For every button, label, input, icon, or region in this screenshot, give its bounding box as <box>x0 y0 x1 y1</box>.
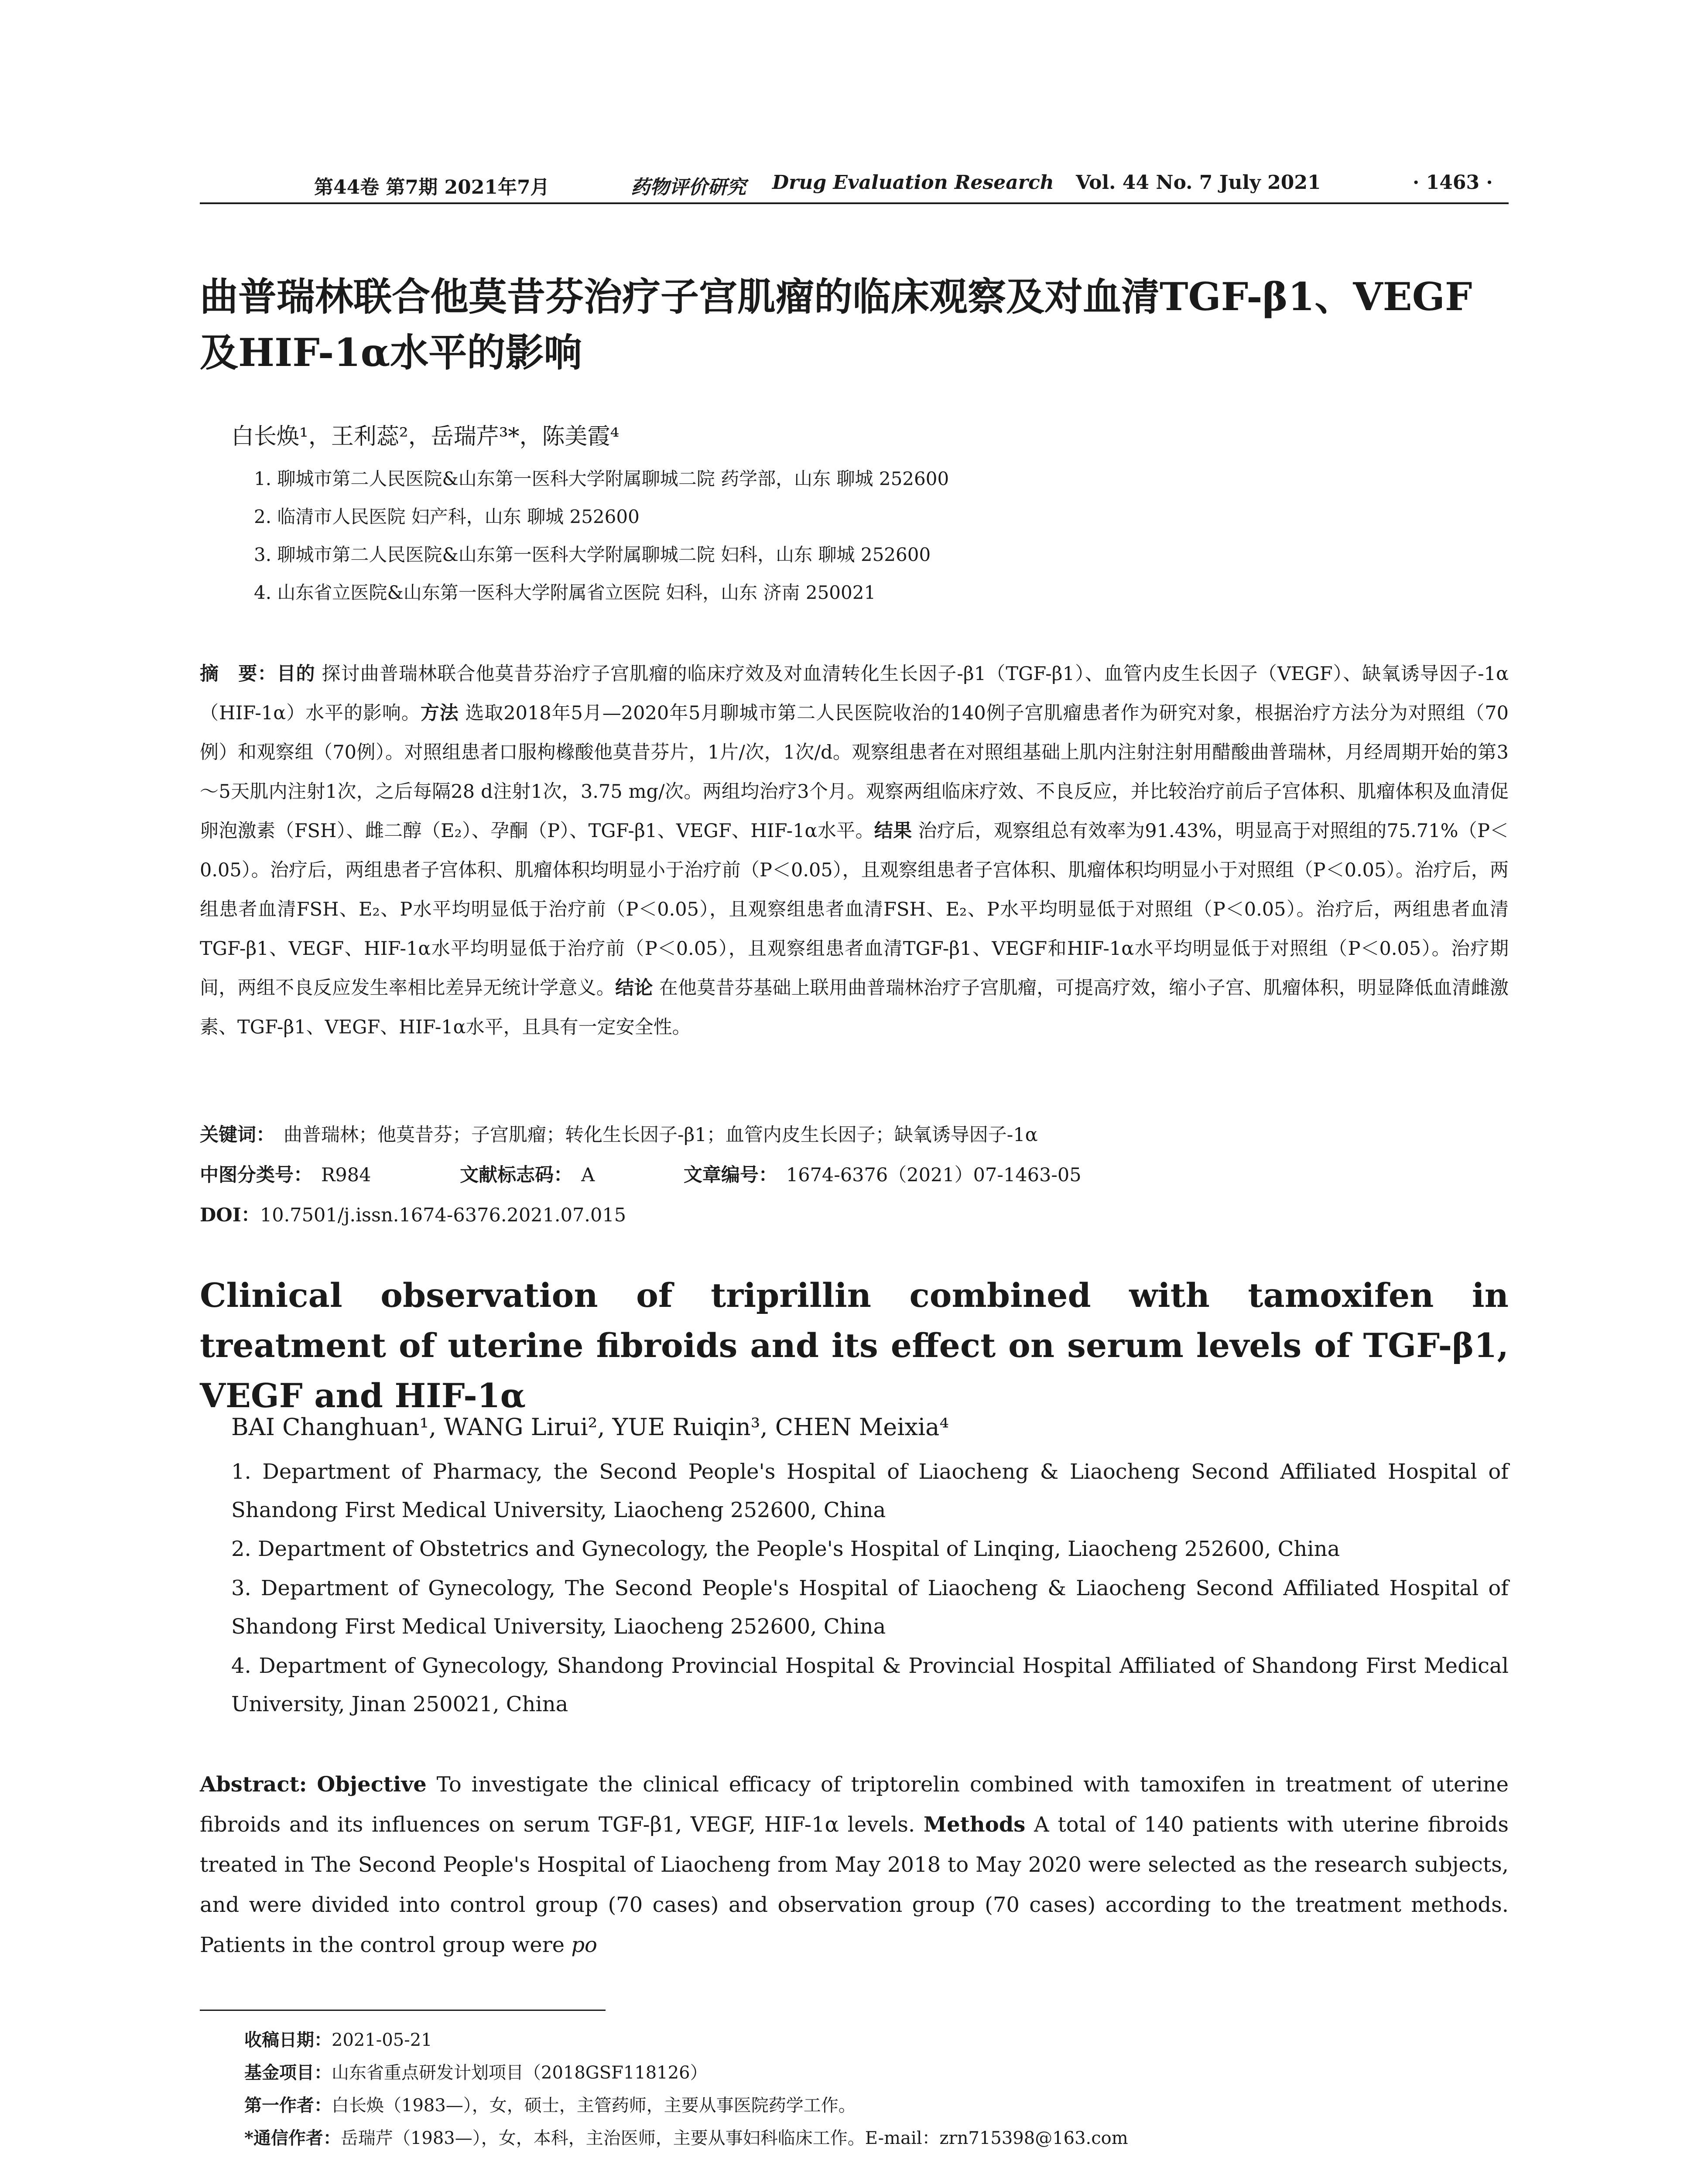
doc-code-label: 文献标志码： <box>460 1164 573 1186</box>
objective-en-text: To investigate the clinical efficacy of triptorelin combined with tamoxifen in treatment of uterine fibroids and its influences on serum TGF-β1, VEGF, HIF-1α levels. <box>200 1772 1509 1837</box>
affiliation-en-3: 3. Department of Gynecology, The Second People's Hospital of Liaocheng & Liaocheng Second Affiliated Hospital of Shandong First Medical University, Liaocheng 252600, China <box>231 1576 1509 1639</box>
methods-cn-text: 选取2018年5月—2020年5月聊城市第二人民医院收治的140例子宫肌瘤患者作为研究对象，根据治疗方法分为对照组（70例）和观察组（70例）。对照组患者口服枸橼酸他莫昔芬片，1片/次，1次/d。观察组患者在对照组基础上肌内注射注射用醋酸曲普瑞林，月经周期开始的第3～5天肌内注射1次，之后每隔28 d注射1次，3.75 mg/次。两组均治疗3个月。观察两组临床疗效、不良反应，并比较治疗前后子宫体积、肌瘤体积及血清促卵泡激素（FSH）、雌二醇（E₂）、孕酮（P）、TGF-β1、VEGF、HIF-1α水平。 <box>200 702 1509 842</box>
objective-en-label: Objective <box>317 1772 427 1797</box>
doi-line <box>200 1200 626 1227</box>
affiliation-cn-4: 4. 山东省立医院&山东第一医科大学附属省立医院 妇科，山东 济南 250021 <box>254 582 876 603</box>
methods-en-text: A total of 140 patients with uterine fibroids treated in The Second People's Hospital of Liaocheng from May 2018 to May 2020 were selected as the research subjects, and were divided into control group (70 cases) and observation group (70 cases) according to the treatment methods. Patients in the control group were <box>200 1812 1509 1957</box>
objective-cn-label: 目的 <box>277 663 315 685</box>
affiliation-cn-3: 3. 聊城市第二人民医院&山东第一医科大学附属聊城二院 妇科，山东 聊城 252600 <box>254 544 931 565</box>
footnote-first-author <box>244 2092 856 2116</box>
affiliation-cn-2: 2. 临清市人民医院 妇产科，山东 聊城 252600 <box>254 506 640 527</box>
footnote-rule <box>200 2010 606 2011</box>
results-cn-label: 结果 <box>874 820 912 842</box>
footnote-first-author-label: 第一作者： <box>244 2095 332 2116</box>
doi-value: 10.7501/j.issn.1674-6376.2021.07.015 <box>260 1204 626 1226</box>
conclusion-cn-label: 结论 <box>615 977 653 999</box>
clc-label: 中图分类号： <box>200 1164 312 1186</box>
conclusion-cn-text: 在他莫昔芬基础上联用曲普瑞林治疗子宫肌瘤，可提高疗效，缩小子宫、肌瘤体积，明显降低血清雌激素、TGF-β1、VEGF、HIF-1α水平，且具有一定安全性。 <box>200 977 1509 1038</box>
keywords-cn <box>200 1120 1038 1147</box>
methods-en-trailing: po <box>571 1933 597 1957</box>
title-cn-line2: 及HIF-1α水平的影响 <box>200 330 582 375</box>
footnote-received <box>244 2026 432 2051</box>
keywords-cn-value: 曲普瑞林；他莫昔芬；子宫肌瘤；转化生长因子-β1；血管内皮生长因子；缺氧诱导因子-1α <box>284 1124 1038 1146</box>
title-cn-line1: 曲普瑞林联合他莫昔芬治疗子宫肌瘤的临床观察及对血清TGF-β1、VEGF <box>200 274 1472 319</box>
journal-name-en: Drug Evaluation Research <box>772 171 1054 194</box>
doi-label: DOI： <box>200 1204 260 1226</box>
footnote-received-value: 2021-05-21 <box>332 2030 432 2050</box>
journal-logo: 药物评价研究 <box>631 176 746 198</box>
affiliation-en-1: 1. Department of Pharmacy, the Second People's Hospital of Liaocheng & Liaocheng Second Affiliated Hospital of Shandong First Medical University, Liaocheng 252600, China <box>231 1460 1509 1522</box>
objective-cn-text: 探讨曲普瑞林联合他莫昔芬治疗子宫肌瘤的临床疗效及对血清转化生长因子-β1（TGF-β1）、血管内皮生长因子（VEGF）、缺氧诱导因子-1α（HIF-1α）水平的影响。 <box>200 663 1509 724</box>
footnote-corresponding-value: 岳瑞芹（1983—），女，本科，主治医师，主要从事妇科临床工作。E-mail：zrn715398@163.com <box>340 2128 1128 2148</box>
footnote-received-label: 收稿日期： <box>244 2030 332 2050</box>
footnote-funding-label: 基金项目： <box>244 2062 332 2083</box>
abstract-en-label: Abstract: <box>200 1772 307 1797</box>
classification-line <box>200 1160 1082 1187</box>
methods-en-label: Methods <box>923 1812 1026 1837</box>
authors-cn: 白长焕¹，王利蕊²，岳瑞芹³*，陈美霞⁴ <box>231 424 620 450</box>
clc-value: R984 <box>321 1164 371 1186</box>
keywords-cn-label: 关键词： <box>200 1124 275 1146</box>
header-rule <box>200 202 1509 204</box>
affiliation-en-4: 4. Department of Gynecology, Shandong Provincial Hospital & Provincial Hospital Affiliated of Shandong First Medical University, Jinan 250021, China <box>231 1654 1509 1716</box>
footnote-first-author-value: 白长焕（1983—），女，硕士，主管药师，主要从事医院药学工作。 <box>332 2096 856 2116</box>
running-header <box>200 167 1509 202</box>
footnote-corresponding-label: *通信作者： <box>244 2128 341 2148</box>
footnote-funding <box>244 2059 708 2084</box>
article-no-label: 文章编号： <box>683 1164 777 1186</box>
doc-code-value: A <box>581 1164 595 1186</box>
footnote-funding-value: 山东省重点研发计划项目（2018GSF118126） <box>332 2063 708 2083</box>
authors-en: BAI Changhuan¹, WANG Lirui², YUE Ruiqin³, CHEN Meixia⁴ <box>231 1413 949 1441</box>
methods-cn-label: 方法 <box>420 702 459 724</box>
cn-issue-info: 第44卷 第7期 2021年7月 <box>314 176 550 198</box>
title-en: Clinical observation of triprillin combined with tamoxifen in treatment of uterine fibroids and its effect on serum levels of TGF-β1, VEGF and HIF-1α <box>200 1276 1509 1415</box>
affiliation-en-2: 2. Department of Obstetrics and Gynecology, the People's Hospital of Linqing, Liaocheng 252600, China <box>231 1537 1340 1561</box>
footnote-corresponding <box>244 2124 1128 2149</box>
volume-issue-en: Vol. 44 No. 7 July 2021 <box>1076 171 1321 194</box>
abstract-cn-label: 摘 要： <box>200 663 277 685</box>
page-number: · 1463 · <box>1413 171 1493 194</box>
affiliation-cn-1: 1. 聊城市第二人民医院&山东第一医科大学附属聊城二院 药学部，山东 聊城 252600 <box>254 468 949 489</box>
article-no-value: 1674-6376（2021）07-1463-05 <box>786 1164 1082 1186</box>
abstract-cn <box>200 654 1509 1047</box>
abstract-en <box>200 1764 1509 1965</box>
results-cn-text: 治疗后，观察组总有效率为91.43%，明显高于对照组的75.71%（P＜0.05）。治疗后，两组患者子宫体积、肌瘤体积均明显小于治疗前（P＜0.05），且观察组患者子宫体积、肌瘤体积均明显小于对照组（P＜0.05）。治疗后，两组患者血清FSH、E₂、P水平均明显低于治疗前（P＜0.05），且观察组患者血清FSH、E₂、P水平均明显低于对照组（P＜0.05）。治疗后，两组患者血清TGF-β1、VEGF、HIF-1α水平均明显低于治疗前（P＜0.05），且观察组患者血清TGF-β1、VEGF和HIF-1α水平均明显低于对照组（P＜0.05）。治疗期间，两组不良反应发生率相比差异无统计学意义。 <box>200 820 1509 999</box>
